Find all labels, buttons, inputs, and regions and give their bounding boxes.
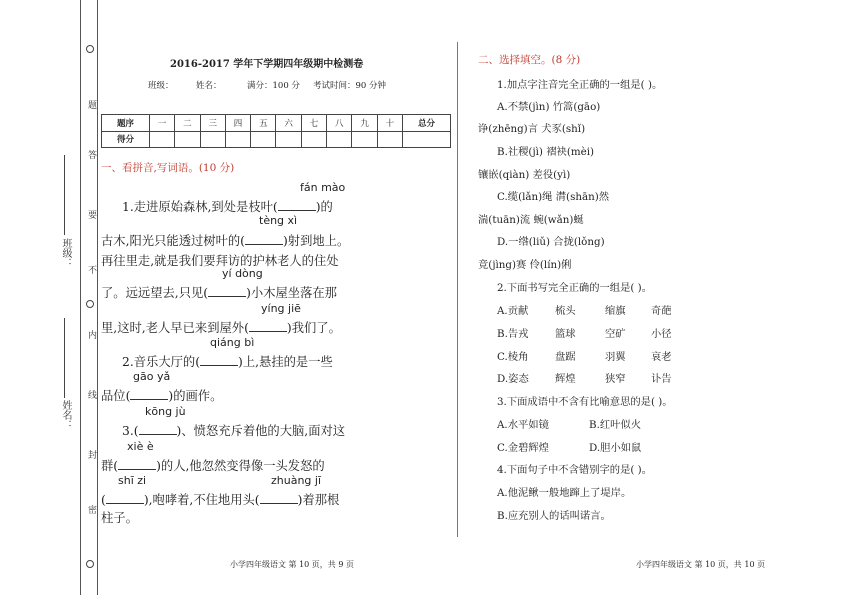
option: 盘踞 xyxy=(555,351,576,363)
binding-hole xyxy=(86,560,94,568)
binding-char: 要 xyxy=(86,210,96,220)
table-cell: 六 xyxy=(276,115,301,132)
option: D.胆小如鼠 xyxy=(589,442,642,454)
score-cell[interactable] xyxy=(327,131,352,148)
line-text: )射到地上。 xyxy=(282,234,350,248)
full-score: 满分：100 分 xyxy=(247,81,300,91)
table-row xyxy=(102,131,451,148)
passage-line xyxy=(101,456,325,474)
answer-blank[interactable] xyxy=(249,321,287,332)
score-cell[interactable] xyxy=(225,131,250,148)
option: B.告戎 xyxy=(497,328,529,340)
footer-left: 小学四年级语文 第 10 页，共 9 页 xyxy=(230,560,354,569)
line-text: 里,这时,老人早已来到屋外( xyxy=(101,321,249,335)
line-text: 品位( xyxy=(101,389,131,403)
option: 小径 xyxy=(651,328,672,340)
score-cell[interactable] xyxy=(403,131,451,148)
option-line: B.应充别人的话叫诺言。 xyxy=(497,510,611,522)
line-text: )的画作。 xyxy=(168,389,223,403)
line-text: ),咆哮着,不住地用头( xyxy=(143,493,260,507)
passage-line xyxy=(101,251,339,269)
line-text: )我们了。 xyxy=(286,321,341,335)
answer-blank[interactable] xyxy=(278,200,316,211)
answer-blank[interactable] xyxy=(200,355,238,366)
table-cell: 五 xyxy=(251,115,276,132)
pinyin-prompt: yí dòng xyxy=(222,267,263,280)
table-cell: 八 xyxy=(327,115,352,132)
table-cell: 十 xyxy=(377,115,402,132)
pinyin-prompt: yíng jiē xyxy=(261,302,301,315)
table-cell: 七 xyxy=(301,115,326,132)
passage-line xyxy=(122,352,333,370)
line-text: 柱子。 xyxy=(101,511,138,525)
option: 哀老 xyxy=(651,351,672,363)
line-text: 古木,阳光只能透过树叶的( xyxy=(101,234,245,248)
binding-hole xyxy=(86,300,94,308)
score-cell[interactable] xyxy=(149,131,174,148)
score-cell[interactable] xyxy=(200,131,225,148)
option-line: B.社稷(jì) 褶袂(mèi) xyxy=(497,146,595,158)
class-label: 班级： xyxy=(60,238,71,268)
score-cell[interactable] xyxy=(175,131,200,148)
option: 讣告 xyxy=(651,373,672,385)
table-cell: 题序 xyxy=(102,115,150,132)
option-line: D.一绺(liǔ) 合拢(lǒng) xyxy=(497,236,605,248)
answer-blank[interactable] xyxy=(208,286,246,297)
binding-char: 内 xyxy=(86,330,96,340)
line-text: 2.音乐大厅的( xyxy=(122,355,201,369)
line-text: ( xyxy=(101,493,106,507)
option: 缩旗 xyxy=(605,305,626,317)
option-line: 诤(zhēng)言 犬豕(shǐ) xyxy=(478,123,586,135)
score-cell[interactable] xyxy=(276,131,301,148)
table-cell: 四 xyxy=(225,115,250,132)
table-cell: 总分 xyxy=(403,115,451,132)
answer-blank[interactable] xyxy=(106,493,144,504)
line-text: )的 xyxy=(315,200,333,214)
line-text: )着那根 xyxy=(297,493,340,507)
option: A.贡献 xyxy=(497,305,529,317)
pinyin-prompt: shī zi xyxy=(118,474,147,487)
option: A.水平如镜 xyxy=(497,419,549,431)
score-cell[interactable] xyxy=(377,131,402,148)
passage-line xyxy=(101,490,339,508)
option: 篮球 xyxy=(555,328,576,340)
score-cell[interactable] xyxy=(301,131,326,148)
line-text: 群( xyxy=(101,459,119,473)
column-divider xyxy=(457,42,458,537)
line-text: 再往里走,就是我们要拜访的护林老人的住处 xyxy=(101,254,339,268)
table-cell: 得分 xyxy=(102,131,150,148)
option-line: 镶嵌(qiàn) 差役(yì) xyxy=(478,169,571,181)
answer-blank[interactable] xyxy=(245,234,283,245)
question-1: 1.加点字注音完全正确的一组是( )。 xyxy=(497,79,663,91)
footer-right: 小学四年级语文 第 10 页，共 10 页 xyxy=(636,560,766,569)
table-cell: 九 xyxy=(352,115,377,132)
page-title: 2016-2017 学年下学期四年级期中检测卷 xyxy=(170,59,364,70)
pinyin-prompt: zhuàng jī xyxy=(271,474,322,487)
line-text: )上,悬挂的是一些 xyxy=(238,355,333,369)
binding-char: 密 xyxy=(86,505,96,515)
table-row xyxy=(102,115,451,132)
passage-line xyxy=(101,508,138,526)
option-row xyxy=(497,370,672,385)
pinyin-prompt: qiáng bì xyxy=(210,336,255,349)
exam-time: 考试时间：90 分钟 xyxy=(313,81,387,91)
question-3: 3.下面成语中不含有比喻意思的是( )。 xyxy=(497,396,673,408)
passage-line xyxy=(101,386,222,404)
passage-line xyxy=(101,231,349,249)
option-line: 湍(tuān)流 蜿(wǎn)蜒 xyxy=(478,214,584,226)
answer-blank[interactable] xyxy=(260,493,298,504)
option: 梳头 xyxy=(555,305,576,317)
class-field-line xyxy=(64,155,65,235)
option-row xyxy=(497,416,641,431)
option-row xyxy=(497,348,672,363)
pinyin-prompt: tèng xì xyxy=(259,214,298,227)
line-text: 1.走进原始森林,到处是枝叶( xyxy=(122,200,278,214)
passage-line xyxy=(101,283,337,301)
option: 空矿 xyxy=(605,328,626,340)
binding-char: 题 xyxy=(86,100,96,110)
section1-heading: 一、看拼音,写词语。(10 分) xyxy=(101,162,235,174)
option: 辉煌 xyxy=(555,373,576,385)
class-field: 班级： xyxy=(148,81,174,91)
passage-line xyxy=(122,197,333,215)
score-cell[interactable] xyxy=(251,131,276,148)
answer-blank[interactable] xyxy=(139,424,177,435)
option-line: A.不禁(jìn) 竹篙(gāo) xyxy=(497,101,601,113)
option-row xyxy=(497,325,672,340)
option: B.红叶似火 xyxy=(589,419,642,431)
section2-heading: 二、选择填空。(8 分) xyxy=(478,54,581,66)
binding-hole xyxy=(86,45,94,53)
binding-char: 线 xyxy=(86,390,96,400)
option: D.姿态 xyxy=(497,373,529,385)
answer-blank[interactable] xyxy=(118,459,156,470)
line-text: )、愤怒充斥着他的大脑,面对这 xyxy=(176,424,346,438)
option: C.金碧辉煌 xyxy=(497,442,549,454)
option-line: 竞(jìng)赛 伶(lín)俐 xyxy=(478,259,572,271)
name-field-line xyxy=(64,318,65,398)
pinyin-prompt: kōng jù xyxy=(145,405,186,418)
pinyin-prompt: gāo yǎ xyxy=(133,370,171,383)
binding-char: 不 xyxy=(86,265,96,275)
binding-char: 答 xyxy=(86,150,96,160)
passage-line xyxy=(122,421,345,439)
option: C.棱角 xyxy=(497,351,529,363)
question-2: 2.下面书写完全正确的一组是( )。 xyxy=(497,282,652,294)
pinyin-prompt: xiè è xyxy=(127,440,154,453)
option: 狭窄 xyxy=(605,373,626,385)
pinyin-prompt: fán mào xyxy=(300,181,346,194)
passage-line xyxy=(101,318,341,336)
line-text: )小木屋坐落在那 xyxy=(246,286,337,300)
question-4: 4.下面句子中不含错别字的是( )。 xyxy=(497,464,652,476)
name-field: 姓名： xyxy=(196,81,222,91)
option-line: A.他泥鳅一般地蹿上了堤岸。 xyxy=(497,487,632,499)
table-cell: 一 xyxy=(149,115,174,132)
table-cell: 三 xyxy=(200,115,225,132)
score-cell[interactable] xyxy=(352,131,377,148)
answer-blank[interactable] xyxy=(130,389,168,400)
binding-char: 封 xyxy=(86,450,96,460)
line-text: 3.( xyxy=(122,424,139,438)
option-row xyxy=(497,439,641,454)
option-row xyxy=(497,302,672,317)
binding-outer-line xyxy=(80,0,81,595)
score-table xyxy=(101,114,451,148)
option-line: C.缆(lǎn)绳 潸(shān)然 xyxy=(497,191,610,203)
option: 奇葩 xyxy=(651,305,672,317)
line-text: 了。远远望去,只见( xyxy=(101,286,209,300)
table-cell: 二 xyxy=(175,115,200,132)
name-label: 姓名： xyxy=(60,400,71,430)
option: 羽翼 xyxy=(605,351,626,363)
line-text: )的人,他忽然变得像一头发怒的 xyxy=(156,459,325,473)
